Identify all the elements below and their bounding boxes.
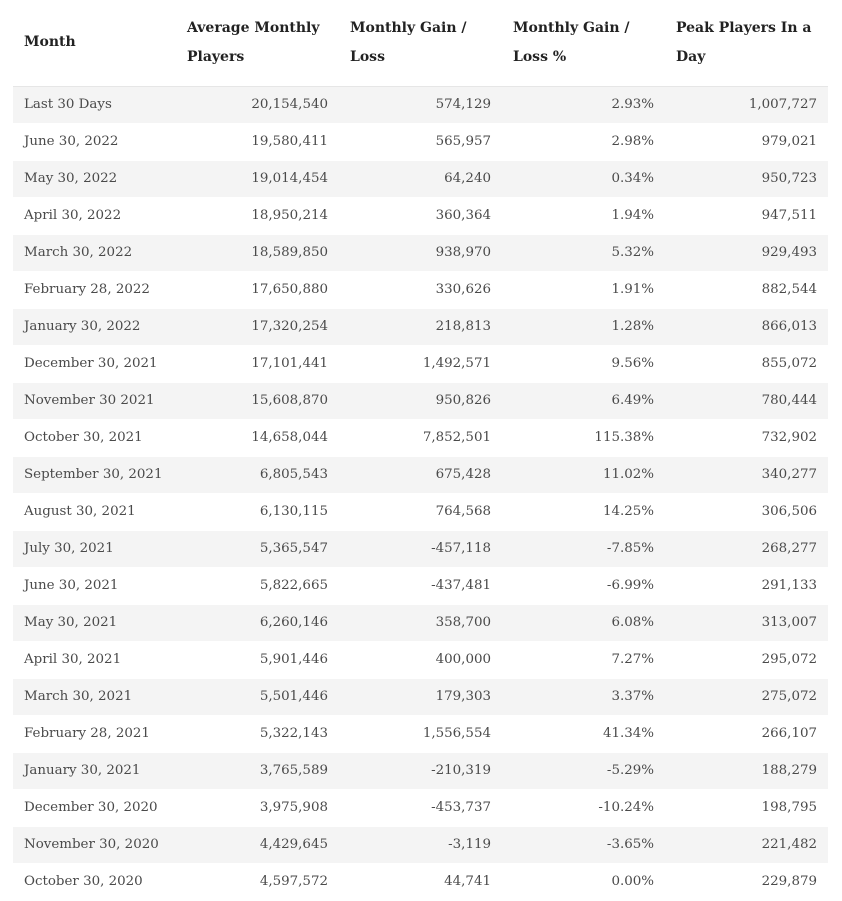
cell-month: September 30, 2021 (13, 456, 176, 493)
cell-monthly-gain-loss-percent: 41.34% (502, 715, 665, 752)
table-row (13, 641, 828, 678)
cell-month: March 30, 2021 (13, 678, 176, 715)
table-body (13, 86, 828, 900)
cell-peak-players: 221,482 (665, 826, 828, 863)
cell-average-monthly-players: 3,765,589 (176, 752, 339, 789)
cell-monthly-gain-loss: 764,568 (339, 493, 502, 530)
cell-monthly-gain-loss: 64,240 (339, 160, 502, 197)
cell-monthly-gain-loss-percent: 2.93% (502, 86, 665, 123)
cell-monthly-gain-loss: -437,481 (339, 567, 502, 604)
cell-peak-players: 295,072 (665, 641, 828, 678)
table-row (13, 456, 828, 493)
cell-month: December 30, 2020 (13, 789, 176, 826)
header-monthly-gain-loss: Monthly Gain / Loss (339, 0, 502, 86)
header-row (13, 0, 828, 86)
cell-month: June 30, 2022 (13, 123, 176, 160)
cell-monthly-gain-loss: 938,970 (339, 234, 502, 271)
table-row (13, 604, 828, 641)
cell-month: February 28, 2022 (13, 271, 176, 308)
header-average-monthly-players: Average Monthly Players (176, 0, 339, 86)
cell-monthly-gain-loss: -210,319 (339, 752, 502, 789)
cell-average-monthly-players: 20,154,540 (176, 86, 339, 123)
table-row (13, 789, 828, 826)
table-row (13, 567, 828, 604)
cell-monthly-gain-loss: 358,700 (339, 604, 502, 641)
cell-monthly-gain-loss-percent: -7.85% (502, 530, 665, 567)
cell-monthly-gain-loss: 675,428 (339, 456, 502, 493)
cell-month: Last 30 Days (13, 86, 176, 123)
cell-average-monthly-players: 5,901,446 (176, 641, 339, 678)
cell-average-monthly-players: 6,130,115 (176, 493, 339, 530)
cell-peak-players: 291,133 (665, 567, 828, 604)
cell-average-monthly-players: 3,975,908 (176, 789, 339, 826)
cell-month: June 30, 2021 (13, 567, 176, 604)
cell-average-monthly-players: 14,658,044 (176, 419, 339, 456)
table-row (13, 308, 828, 345)
cell-monthly-gain-loss-percent: 3.37% (502, 678, 665, 715)
cell-month: March 30, 2022 (13, 234, 176, 271)
cell-monthly-gain-loss: -3,119 (339, 826, 502, 863)
cell-peak-players: 929,493 (665, 234, 828, 271)
table-row (13, 530, 828, 567)
cell-monthly-gain-loss-percent: 14.25% (502, 493, 665, 530)
cell-peak-players: 732,902 (665, 419, 828, 456)
table-row (13, 826, 828, 863)
cell-monthly-gain-loss-percent: -5.29% (502, 752, 665, 789)
cell-month: November 30, 2020 (13, 826, 176, 863)
table-row (13, 715, 828, 752)
cell-peak-players: 855,072 (665, 345, 828, 382)
cell-monthly-gain-loss-percent: 7.27% (502, 641, 665, 678)
cell-month: November 30 2021 (13, 382, 176, 419)
cell-monthly-gain-loss: 400,000 (339, 641, 502, 678)
cell-peak-players: 198,795 (665, 789, 828, 826)
cell-peak-players: 1,007,727 (665, 86, 828, 123)
cell-monthly-gain-loss: 565,957 (339, 123, 502, 160)
cell-monthly-gain-loss-percent: -6.99% (502, 567, 665, 604)
cell-average-monthly-players: 4,597,572 (176, 863, 339, 900)
cell-monthly-gain-loss-percent: -10.24% (502, 789, 665, 826)
cell-monthly-gain-loss-percent: 115.38% (502, 419, 665, 456)
cell-monthly-gain-loss-percent: 5.32% (502, 234, 665, 271)
cell-peak-players: 313,007 (665, 604, 828, 641)
cell-month: April 30, 2022 (13, 197, 176, 234)
table-row (13, 863, 828, 900)
cell-monthly-gain-loss-percent: 1.94% (502, 197, 665, 234)
header-monthly-gain-loss-percent: Monthly Gain / Loss % (502, 0, 665, 86)
cell-average-monthly-players: 19,014,454 (176, 160, 339, 197)
cell-monthly-gain-loss: 218,813 (339, 308, 502, 345)
cell-monthly-gain-loss-percent: 0.00% (502, 863, 665, 900)
cell-average-monthly-players: 17,650,880 (176, 271, 339, 308)
cell-peak-players: 266,107 (665, 715, 828, 752)
cell-average-monthly-players: 5,822,665 (176, 567, 339, 604)
cell-monthly-gain-loss-percent: 11.02% (502, 456, 665, 493)
table-row (13, 234, 828, 271)
cell-monthly-gain-loss-percent: 2.98% (502, 123, 665, 160)
cell-monthly-gain-loss: 574,129 (339, 86, 502, 123)
cell-average-monthly-players: 19,580,411 (176, 123, 339, 160)
cell-average-monthly-players: 15,608,870 (176, 382, 339, 419)
cell-monthly-gain-loss-percent: 0.34% (502, 160, 665, 197)
cell-average-monthly-players: 6,260,146 (176, 604, 339, 641)
cell-monthly-gain-loss: 179,303 (339, 678, 502, 715)
table-row (13, 160, 828, 197)
cell-month: May 30, 2022 (13, 160, 176, 197)
cell-peak-players: 947,511 (665, 197, 828, 234)
cell-average-monthly-players: 5,322,143 (176, 715, 339, 752)
cell-month: February 28, 2021 (13, 715, 176, 752)
cell-month: July 30, 2021 (13, 530, 176, 567)
cell-average-monthly-players: 5,365,547 (176, 530, 339, 567)
cell-peak-players: 188,279 (665, 752, 828, 789)
cell-peak-players: 229,879 (665, 863, 828, 900)
cell-average-monthly-players: 6,805,543 (176, 456, 339, 493)
cell-monthly-gain-loss: 360,364 (339, 197, 502, 234)
cell-monthly-gain-loss-percent: 6.08% (502, 604, 665, 641)
cell-average-monthly-players: 4,429,645 (176, 826, 339, 863)
table-row (13, 345, 828, 382)
table-header (13, 0, 828, 86)
cell-monthly-gain-loss-percent: 9.56% (502, 345, 665, 382)
cell-monthly-gain-loss: 44,741 (339, 863, 502, 900)
cell-peak-players: 275,072 (665, 678, 828, 715)
header-month: Month (13, 0, 176, 86)
cell-monthly-gain-loss: -453,737 (339, 789, 502, 826)
cell-average-monthly-players: 5,501,446 (176, 678, 339, 715)
table-row (13, 86, 828, 123)
cell-month: December 30, 2021 (13, 345, 176, 382)
cell-average-monthly-players: 18,950,214 (176, 197, 339, 234)
cell-monthly-gain-loss: 1,556,554 (339, 715, 502, 752)
table-row (13, 493, 828, 530)
cell-peak-players: 306,506 (665, 493, 828, 530)
cell-average-monthly-players: 18,589,850 (176, 234, 339, 271)
header-peak-players-in-a-day: Peak Players In a Day (665, 0, 828, 86)
player-stats-table-container (13, 0, 828, 901)
cell-month: April 30, 2021 (13, 641, 176, 678)
cell-average-monthly-players: 17,320,254 (176, 308, 339, 345)
cell-monthly-gain-loss-percent: 6.49% (502, 382, 665, 419)
table-row (13, 678, 828, 715)
table-row (13, 382, 828, 419)
cell-peak-players: 340,277 (665, 456, 828, 493)
table-row (13, 752, 828, 789)
cell-month: January 30, 2021 (13, 752, 176, 789)
table-row (13, 197, 828, 234)
cell-monthly-gain-loss-percent: -3.65% (502, 826, 665, 863)
cell-month: January 30, 2022 (13, 308, 176, 345)
cell-peak-players: 979,021 (665, 123, 828, 160)
cell-month: August 30, 2021 (13, 493, 176, 530)
cell-month: October 30, 2021 (13, 419, 176, 456)
cell-monthly-gain-loss: 330,626 (339, 271, 502, 308)
cell-monthly-gain-loss: -457,118 (339, 530, 502, 567)
cell-peak-players: 268,277 (665, 530, 828, 567)
table-row (13, 123, 828, 160)
cell-monthly-gain-loss: 7,852,501 (339, 419, 502, 456)
cell-monthly-gain-loss-percent: 1.91% (502, 271, 665, 308)
table-row (13, 419, 828, 456)
cell-monthly-gain-loss: 1,492,571 (339, 345, 502, 382)
table-row (13, 271, 828, 308)
player-stats-table (13, 0, 828, 901)
cell-month: October 30, 2020 (13, 863, 176, 900)
cell-peak-players: 950,723 (665, 160, 828, 197)
cell-month: May 30, 2021 (13, 604, 176, 641)
cell-peak-players: 780,444 (665, 382, 828, 419)
cell-monthly-gain-loss: 950,826 (339, 382, 502, 419)
cell-peak-players: 866,013 (665, 308, 828, 345)
cell-peak-players: 882,544 (665, 271, 828, 308)
cell-average-monthly-players: 17,101,441 (176, 345, 339, 382)
cell-monthly-gain-loss-percent: 1.28% (502, 308, 665, 345)
